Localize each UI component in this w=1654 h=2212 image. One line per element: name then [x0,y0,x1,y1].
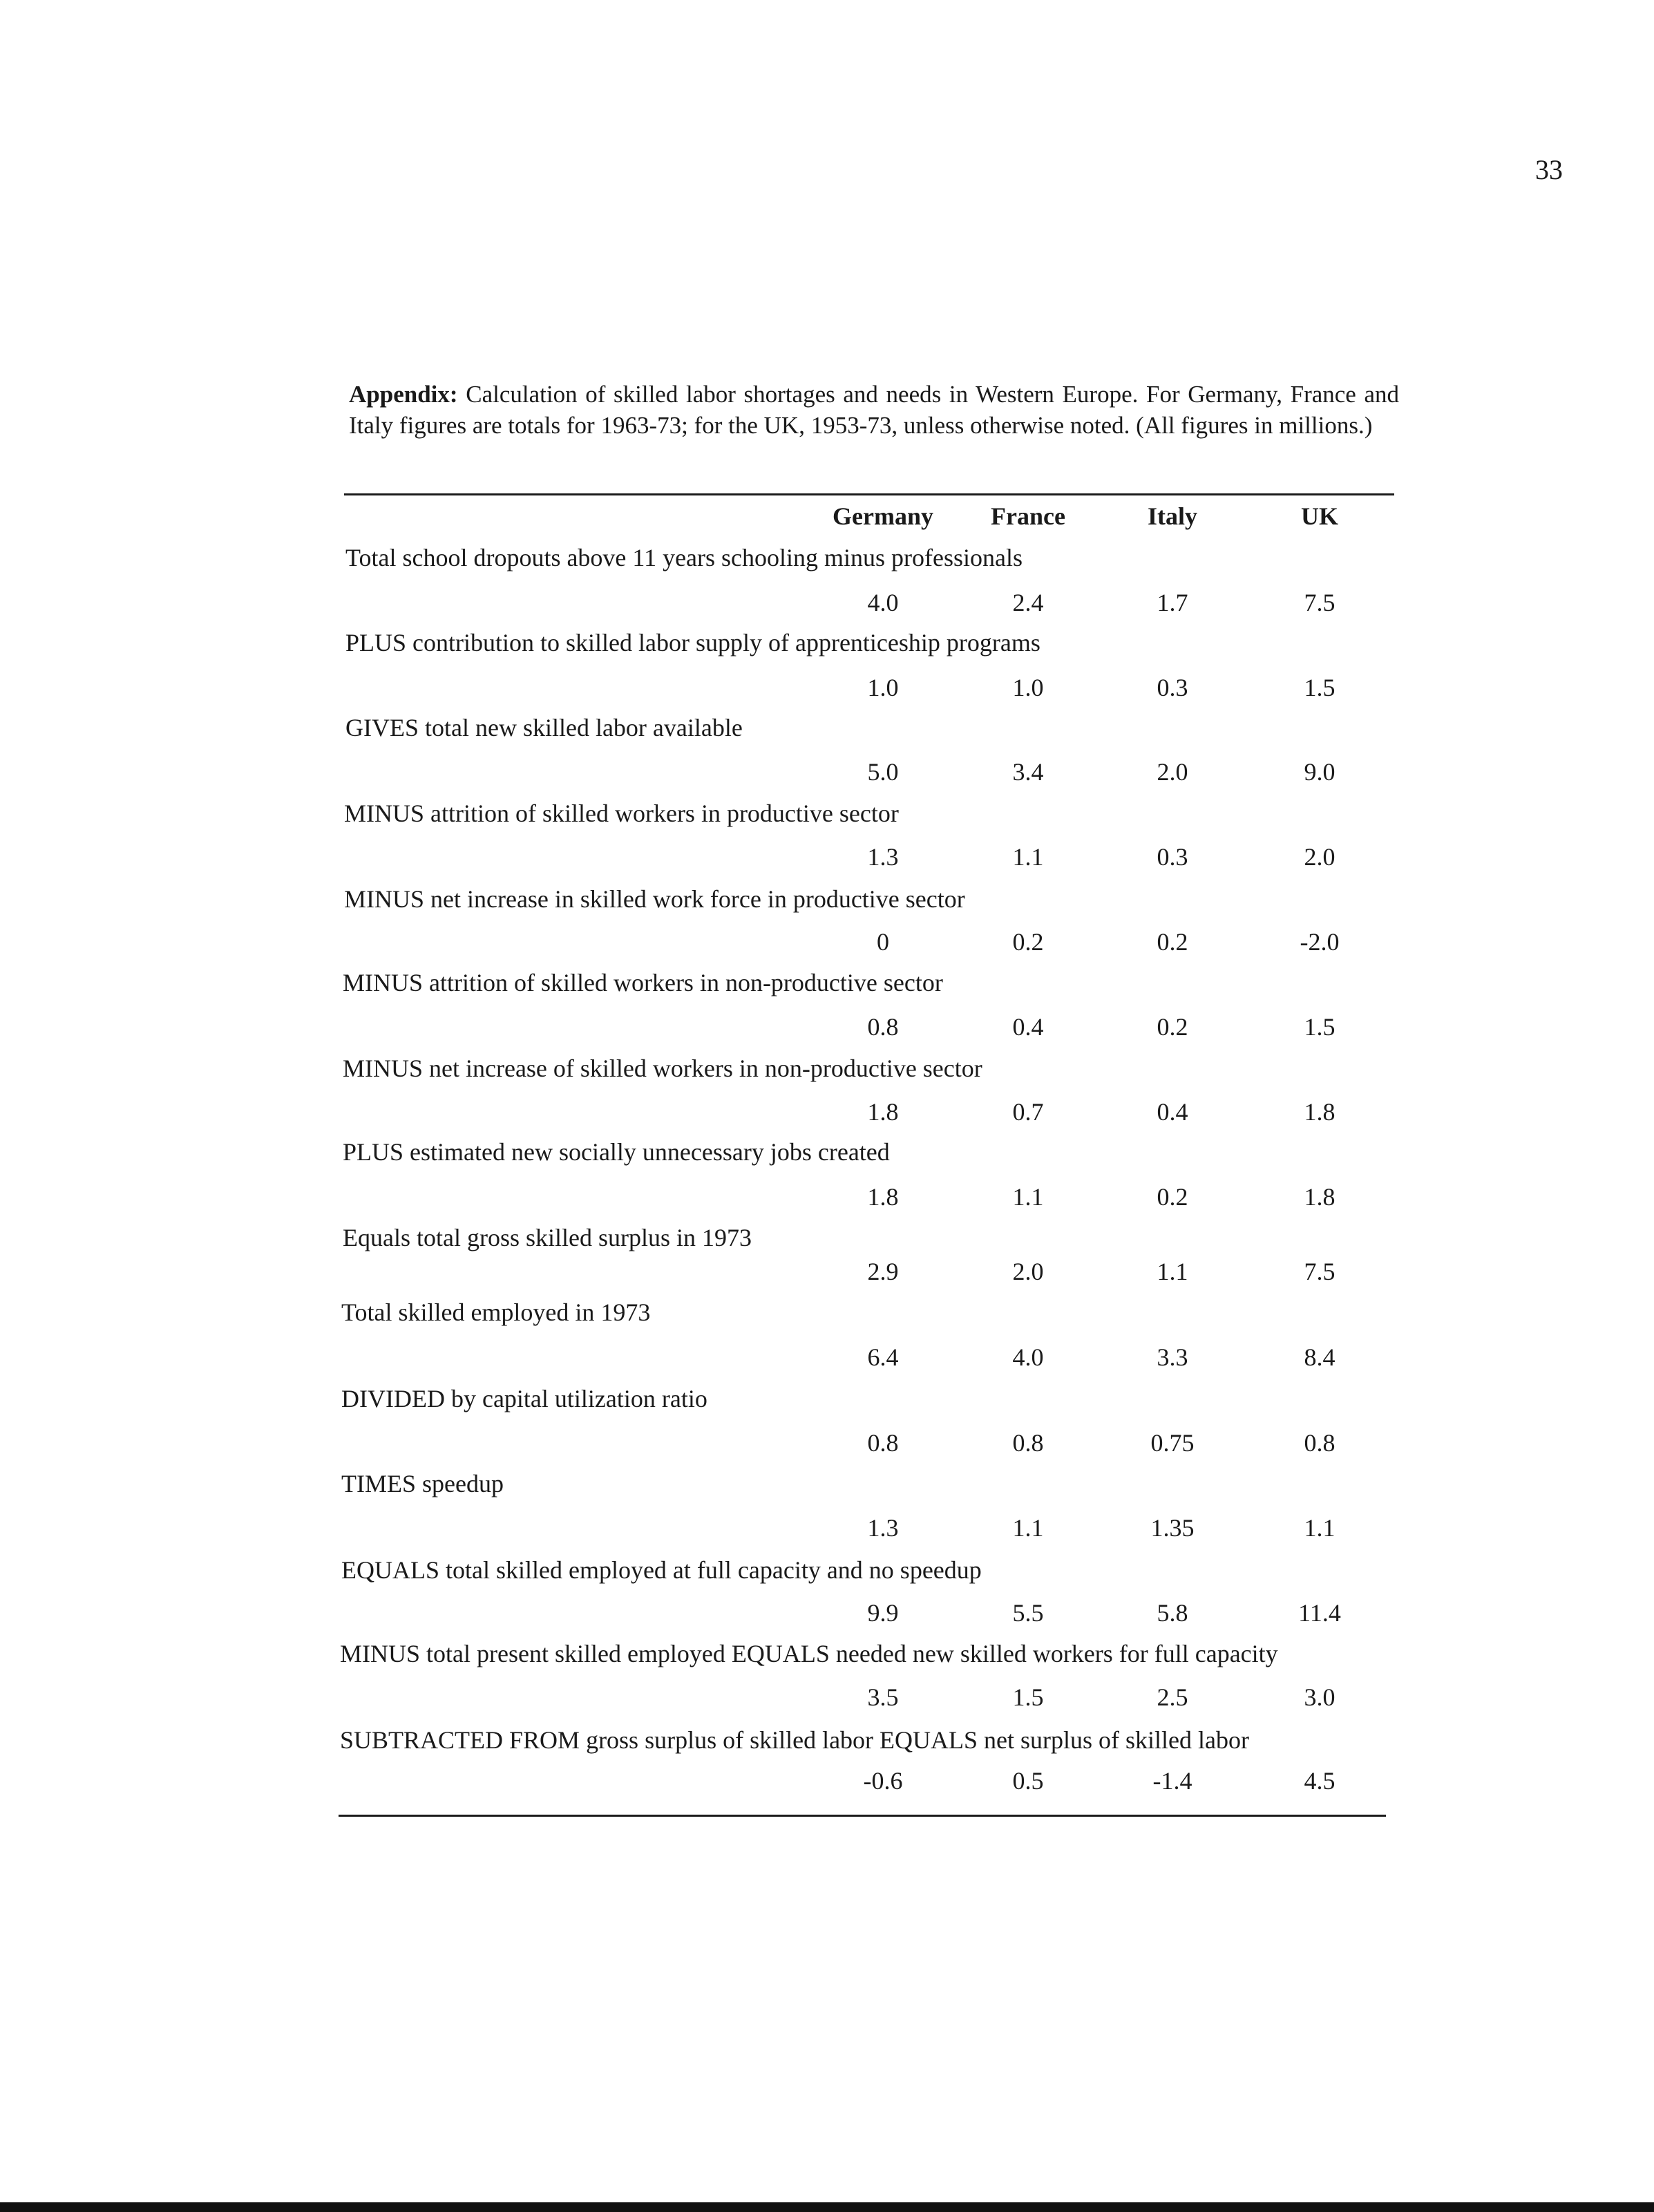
value-germany: 1.3 [867,1514,899,1542]
row-label: GIVES total new skilled labor available [345,714,743,741]
row-label: Equals total gross skilled surplus in 1973 [343,1224,752,1251]
caption-label: Appendix: [349,381,458,408]
value-italy: 0.4 [1157,1098,1188,1126]
value-italy: 0.2 [1157,928,1188,956]
value-uk: 9.0 [1304,758,1335,786]
value-germany: 5.0 [867,758,899,786]
column-header-france: France [991,502,1065,530]
value-france: 2.0 [1012,1258,1044,1285]
row-label: PLUS contribution to skilled labor supply of apprenticeship programs [345,629,1040,656]
value-germany: 2.9 [867,1258,899,1285]
value-france: 2.4 [1012,589,1044,616]
row-label: TIMES speedup [341,1470,504,1497]
value-france: 0.2 [1012,928,1044,956]
value-france: 1.1 [1012,1514,1044,1542]
value-uk: 3.0 [1304,1683,1335,1711]
value-france: 0.5 [1012,1767,1044,1795]
value-italy: 0.2 [1157,1013,1188,1041]
value-france: 1.5 [1012,1683,1044,1711]
row-label: MINUS attrition of skilled workers in productive sector [344,800,899,827]
row-label: MINUS net increase of skilled workers in non-productive sector [343,1055,982,1082]
value-uk: 0.8 [1304,1429,1335,1457]
value-italy: 0.2 [1157,1183,1188,1211]
table-caption [349,379,1399,441]
value-uk: 7.5 [1304,589,1335,616]
row-label: MINUS total present skilled employed EQUALS needed new skilled workers for full capacity [340,1640,1278,1667]
value-uk: 1.8 [1304,1098,1335,1126]
column-header-italy: Italy [1148,502,1197,530]
value-uk: 11.4 [1298,1599,1341,1627]
value-italy: 5.8 [1157,1599,1188,1627]
value-uk: 2.0 [1304,843,1335,871]
value-germany: -0.6 [863,1767,903,1795]
value-france: 0.8 [1012,1429,1044,1457]
value-italy: 0.3 [1157,843,1188,871]
value-italy: 2.0 [1157,758,1188,786]
row-label: MINUS net increase in skilled work force in productive sector [344,885,965,913]
value-germany: 3.5 [867,1683,899,1711]
value-germany: 1.8 [867,1098,899,1126]
value-uk: 8.4 [1304,1343,1335,1371]
row-label: Total skilled employed in 1973 [341,1298,651,1326]
value-germany: 1.3 [867,843,899,871]
value-uk: 1.5 [1304,674,1335,701]
value-uk: 1.5 [1304,1013,1335,1041]
value-france: 1.1 [1012,843,1044,871]
value-germany: 4.0 [867,589,899,616]
value-france: 3.4 [1012,758,1044,786]
scan-edge [0,2202,1654,2212]
value-germany: 1.0 [867,674,899,701]
value-italy: 0.3 [1157,674,1188,701]
value-italy: 1.35 [1150,1514,1195,1542]
value-italy: 0.75 [1150,1429,1195,1457]
row-label: Total school dropouts above 11 years schooling minus professionals [345,544,1023,571]
value-uk: 7.5 [1304,1258,1335,1285]
value-uk: 4.5 [1304,1767,1335,1795]
column-header-germany: Germany [833,502,933,530]
value-france: 1.1 [1012,1183,1044,1211]
bottom-rule [339,1815,1386,1817]
value-germany: 0 [877,928,889,956]
value-france: 0.4 [1012,1013,1044,1041]
row-label: EQUALS total skilled employed at full capacity and no speedup [341,1556,982,1584]
value-france: 0.7 [1012,1098,1044,1126]
value-france: 5.5 [1012,1599,1044,1627]
row-label: SUBTRACTED FROM gross surplus of skilled labor EQUALS net surplus of skilled labor [340,1726,1249,1754]
value-italy: 1.7 [1157,589,1188,616]
value-germany: 0.8 [867,1013,899,1041]
value-germany: 9.9 [867,1599,899,1627]
value-germany: 6.4 [867,1343,899,1371]
value-italy: 2.5 [1157,1683,1188,1711]
row-label: DIVIDED by capital utilization ratio [341,1385,707,1412]
value-france: 4.0 [1012,1343,1044,1371]
value-italy: 1.1 [1157,1258,1188,1285]
page-number: 33 [1535,154,1563,185]
value-italy: -1.4 [1152,1767,1192,1795]
value-uk: 1.1 [1304,1514,1335,1542]
top-rule [344,493,1394,495]
value-germany: 0.8 [867,1429,899,1457]
column-header-uk: UK [1301,502,1338,530]
row-label: MINUS attrition of skilled workers in non-productive sector [343,969,943,996]
caption-text: Calculation of skilled labor shortages and needs in Western Europe. For Germany, France and Italy figures are totals for 1963-73; for the UK, 1953-73, unless otherwise noted. (All figures in millions.) [349,381,1400,439]
value-france: 1.0 [1012,674,1044,701]
row-label: PLUS estimated new socially unnecessary jobs created [343,1138,890,1166]
value-uk: -2.0 [1300,928,1340,956]
value-uk: 1.8 [1304,1183,1335,1211]
value-germany: 1.8 [867,1183,899,1211]
value-italy: 3.3 [1157,1343,1188,1371]
